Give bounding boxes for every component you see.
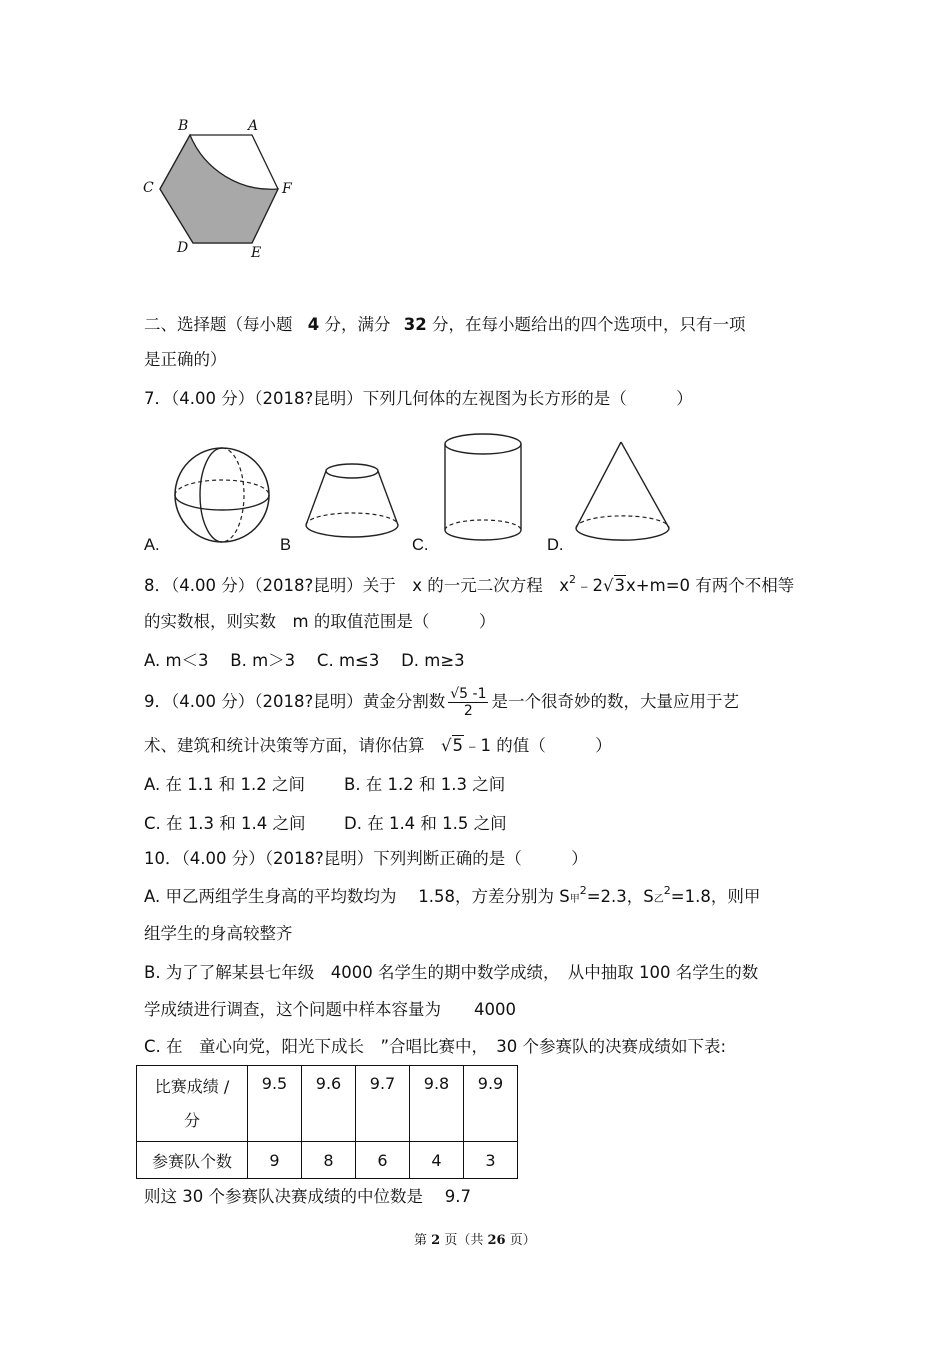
q10-option-a-line2: 组学生的身高较整齐 [144, 924, 293, 943]
q7-label-b: B [280, 536, 292, 554]
heading-part: 分，满分 [324, 315, 391, 334]
fraction-denominator: 2 [463, 703, 473, 719]
q9-option-c: C. 在 1.3 和 1.4 之间 [144, 814, 306, 833]
q10-option-a-line1 [144, 886, 760, 911]
table-header-cell [137, 1066, 248, 1142]
q10-a-part: =2.3，S [586, 887, 654, 906]
table-cell: 6 [356, 1142, 410, 1179]
q10-a-part: A. 甲乙两组学生身高的平均数均为 1.58，方差分别为 S [144, 887, 570, 906]
footer-part: 页） [509, 1233, 536, 1248]
q9-option-a: A. 在 1.1 和 1.2 之间 [144, 775, 305, 794]
table-cell: 8 [302, 1142, 356, 1179]
q10-a-sup: 2 [663, 884, 671, 897]
table-cell: 9.6 [302, 1066, 356, 1142]
vertex-label-a: A [248, 118, 259, 134]
vertex-label-f: F [282, 181, 292, 197]
q8-stem-part: 8．（4.00 分）（2018?昆明）关于 x 的一元二次方程 x [144, 576, 570, 595]
q10-a-part: =1.8，则甲 [670, 887, 761, 906]
header-label-line2: 分 [183, 1110, 200, 1130]
table-cell: 9.9 [464, 1066, 518, 1142]
golden-ratio-fraction [448, 686, 488, 719]
vertex-label-e: E [251, 245, 262, 261]
q9-stem-part: 9．（4.00 分）（2018?昆明）黄金分割数 [144, 692, 446, 711]
question-8-line2: 的实数根，则实数 m 的取值范围是（ ） [144, 612, 496, 631]
table-cell: 4 [410, 1142, 464, 1179]
heading-total-points: 32 [403, 315, 427, 334]
q9-radicand: 5 [452, 736, 464, 755]
fraction-numerator: √5 -1 [450, 686, 487, 702]
score-table [136, 1065, 518, 1179]
q10-a-sub-jia: 甲 [569, 894, 580, 905]
question-8-stem: 8．（4.00 分）（2018?昆明）关于 x 的一元二次方程 $x^2﹣2√3x+m=0$ 有两个不相等 [144, 573, 795, 595]
q7-label-c: C. [412, 536, 429, 554]
vertex-label-c: C [143, 180, 154, 196]
q9-stem-part: 术、建筑和统计决策等方面，请你估算 [144, 736, 441, 755]
table-cell: 3 [464, 1142, 518, 1179]
q9-option-b: B. 在 1.2 和 1.3 之间 [344, 775, 506, 794]
table-row [137, 1142, 518, 1179]
q9-stem-part: 是一个很奇妙的数，大量应用于艺 [491, 692, 739, 711]
q10-option-c-line1: C. 在 童心向党，阳光下成长 ”合唱比赛中， 30 个参赛队的决赛成绩如下表: [144, 1037, 727, 1056]
q10-option-b-line1: B. 为了了解某县七年级 4000 名学生的期中数学成绩， 从中抽取 100 名学生的数 [144, 963, 759, 982]
table-cell: 9.8 [410, 1066, 464, 1142]
question-10-stem: 10．（4.00 分）（2018?昆明）下列判断正确的是（ ） [144, 849, 588, 868]
question-7-stem: 7．（4.00 分）（2018?昆明）下列几何体的左视图为长方形的是（ ） [144, 389, 693, 408]
question-9-stem [144, 682, 739, 722]
table-cell: 9 [248, 1142, 302, 1179]
q10-option-c-line2: 则这 30 个参赛队决赛成绩的中位数是 9.7 [144, 1187, 471, 1206]
page-number: 2 [431, 1233, 441, 1248]
table-cell: 9.5 [248, 1066, 302, 1142]
heading-part: 二、选择题（每小题 [144, 315, 293, 334]
q10-a-sup: 2 [579, 884, 587, 897]
q8-exponent: 2 [569, 573, 577, 586]
question-9-line2: 术、建筑和统计决策等方面，请你估算 √5﹣1 的值（ ） [144, 736, 612, 755]
q7-label-a: A. [144, 536, 160, 554]
q7-label-d: D. [547, 536, 564, 554]
section-heading-line2: 是正确的） [144, 350, 227, 369]
footer-part: 第 [414, 1233, 428, 1248]
q8-stem-part: x+m=0 有两个不相等 [626, 576, 795, 595]
footer-part: 页（共 [444, 1233, 484, 1248]
q10-option-b-line2: 学成绩进行调查，这个问题中样本容量为 4000 [144, 1000, 516, 1019]
q8-radicand: 3 [614, 576, 626, 595]
table-row-label: 参赛队个数 [137, 1142, 248, 1179]
q9-stem-part: ﹣1 的值（ ） [464, 736, 612, 755]
question-8-options: A. m＜3 B. m＞3 C. m≤3 D. m≥3 [144, 651, 465, 670]
vertex-label-d: D [177, 240, 189, 256]
total-pages: 26 [487, 1233, 506, 1248]
table-row [137, 1066, 518, 1142]
header-label-line1: 比赛成绩 / [154, 1076, 230, 1096]
heading-points-each: 4 [307, 315, 320, 334]
q10-a-sub-yi: 乙 [653, 894, 664, 905]
q8-stem-part: ﹣2 [576, 576, 604, 595]
q9-option-d: D. 在 1.4 和 1.5 之间 [344, 814, 507, 833]
vertex-label-b: B [178, 118, 189, 134]
heading-part: 分，在每小题给出的四个选项中，只有一项 [431, 315, 746, 334]
table-cell: 9.7 [356, 1066, 410, 1142]
page-footer [414, 1230, 536, 1252]
section-heading [144, 314, 745, 336]
